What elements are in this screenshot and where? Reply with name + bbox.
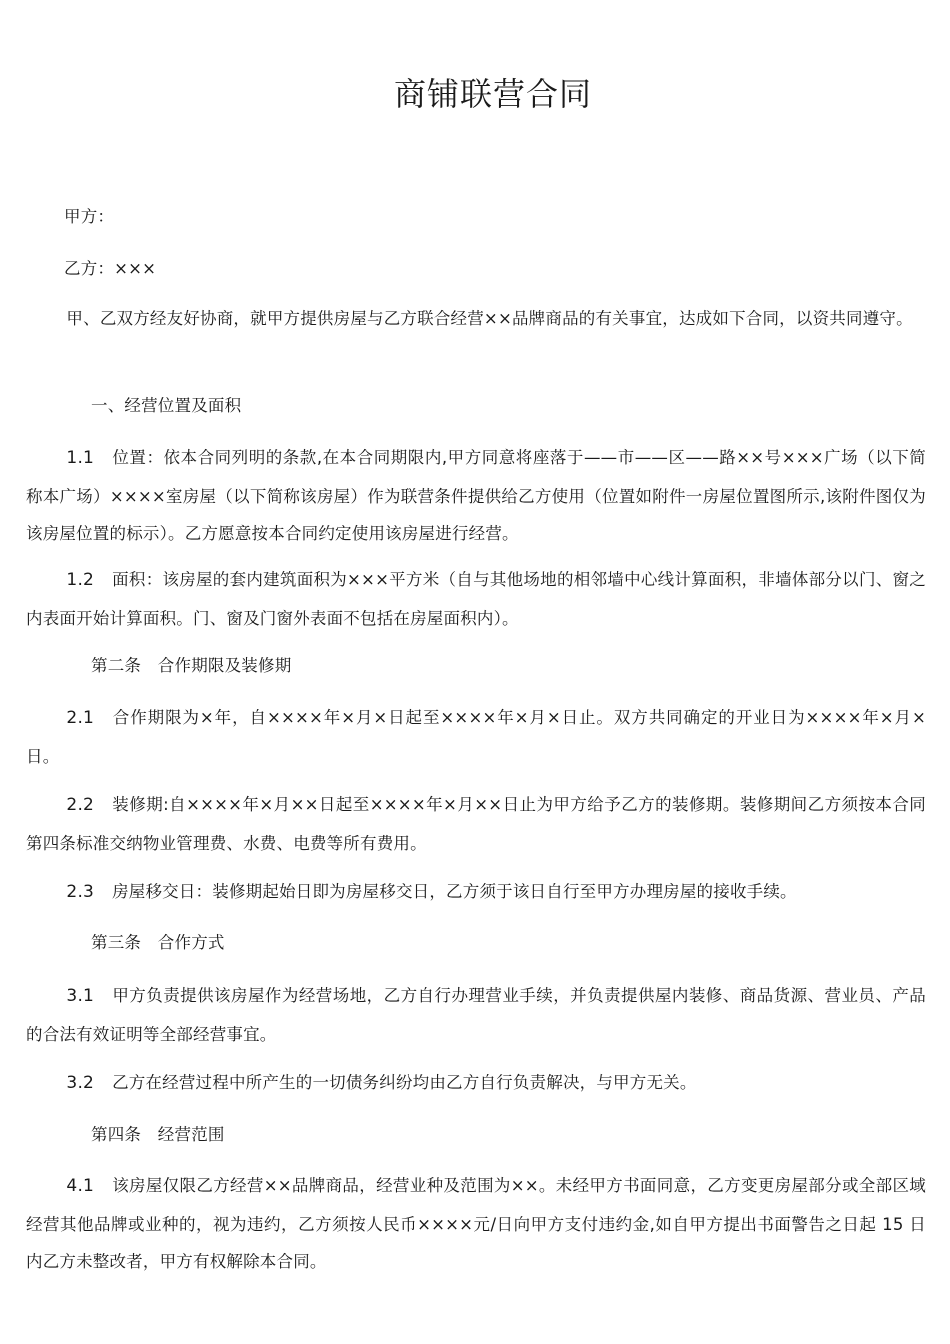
- intro-paragraph: 甲、乙双方经友好协商，就甲方提供房屋与乙方联合经营××品牌商品的有关事宜，达成如下合同，以资共同遵守。: [66, 309, 913, 328]
- clause-number: 4.1: [66, 1176, 95, 1196]
- section-1-heading: 一、经营位置及面积: [91, 396, 242, 415]
- section-4-heading: 第四条 经营范围: [91, 1125, 225, 1144]
- clause-text: 该房屋仅限乙方经营××品牌商品，经营业种及范围为××。未经甲方书面同意，乙方变更房屋部分或全部区域经营其他品牌或业种的，视为违约，乙方须按人民币××××元/日向甲方支付违约金,如自甲方提出书面警告之日起 15 日内乙方未整改者，甲方有权解除本合同。: [26, 1176, 926, 1271]
- clause-2-3: [26, 873, 926, 912]
- clause-number: 1.2: [66, 570, 95, 590]
- clause-text: 位置：依本合同列明的条款,在本合同期限内,甲方同意将座落于——市——区——路××号×××广场（以下简称本广场）××××室房屋（以下简称该房屋）作为联营条件提供给乙方使用（位置如附件一房屋位置图所示,该附件图仅为该房屋位置的标示）。乙方愿意按本合同约定使用该房屋进行经营。: [26, 448, 926, 543]
- clause-3-2: [26, 1064, 926, 1103]
- clause-3-1: [26, 977, 926, 1053]
- clause-number: 3.1: [66, 986, 95, 1006]
- clause-1-2: [26, 561, 926, 637]
- clause-text: 合作期限为×年，自××××年×月×日起至××××年×月×日止。双方共同确定的开业日为××××年×月×日。: [26, 708, 926, 766]
- clause-2-2: [26, 786, 926, 862]
- section-2-heading: 第二条 合作期限及装修期: [91, 656, 292, 675]
- clause-text: 面积：该房屋的套内建筑面积为×××平方米（自与其他场地的相邻墙中心线计算面积，非墙体部分以门、窗之内表面开始计算面积。门、窗及门窗外表面不包括在房屋面积内）。: [26, 570, 926, 628]
- clause-number: 2.2: [66, 795, 95, 815]
- party-b-label: 乙方：×××: [64, 259, 157, 278]
- section-3-heading: 第三条 合作方式: [91, 933, 225, 952]
- clause-4-1: [26, 1167, 926, 1281]
- clause-2-1: [26, 699, 926, 775]
- clause-number: 2.1: [66, 708, 95, 728]
- party-a-label: 甲方：: [64, 207, 115, 226]
- clause-text: 乙方在经营过程中所产生的一切债务纠纷均由乙方自行负责解决，与甲方无关。: [112, 1073, 697, 1092]
- clause-number: 2.3: [66, 882, 95, 902]
- clause-text: 装修期:自××××年×月××日起至××××年×月××日止为甲方给予乙方的装修期。装修期间乙方须按本合同第四条标准交纳物业管理费、水费、电费等所有费用。: [26, 795, 926, 853]
- clause-text: 甲方负责提供该房屋作为经营场地，乙方自行办理营业手续，并负责提供屋内装修、商品货源、营业员、产品的合法有效证明等全部经营事宜。: [26, 986, 926, 1044]
- clause-number: 1.1: [66, 448, 95, 468]
- clause-text: 房屋移交日：装修期起始日即为房屋移交日，乙方须于该日自行至甲方办理房屋的接收手续。: [112, 882, 797, 901]
- clause-number: 3.2: [66, 1073, 95, 1093]
- document-title: 商铺联营合同: [393, 75, 592, 113]
- clause-1-1: [26, 439, 926, 553]
